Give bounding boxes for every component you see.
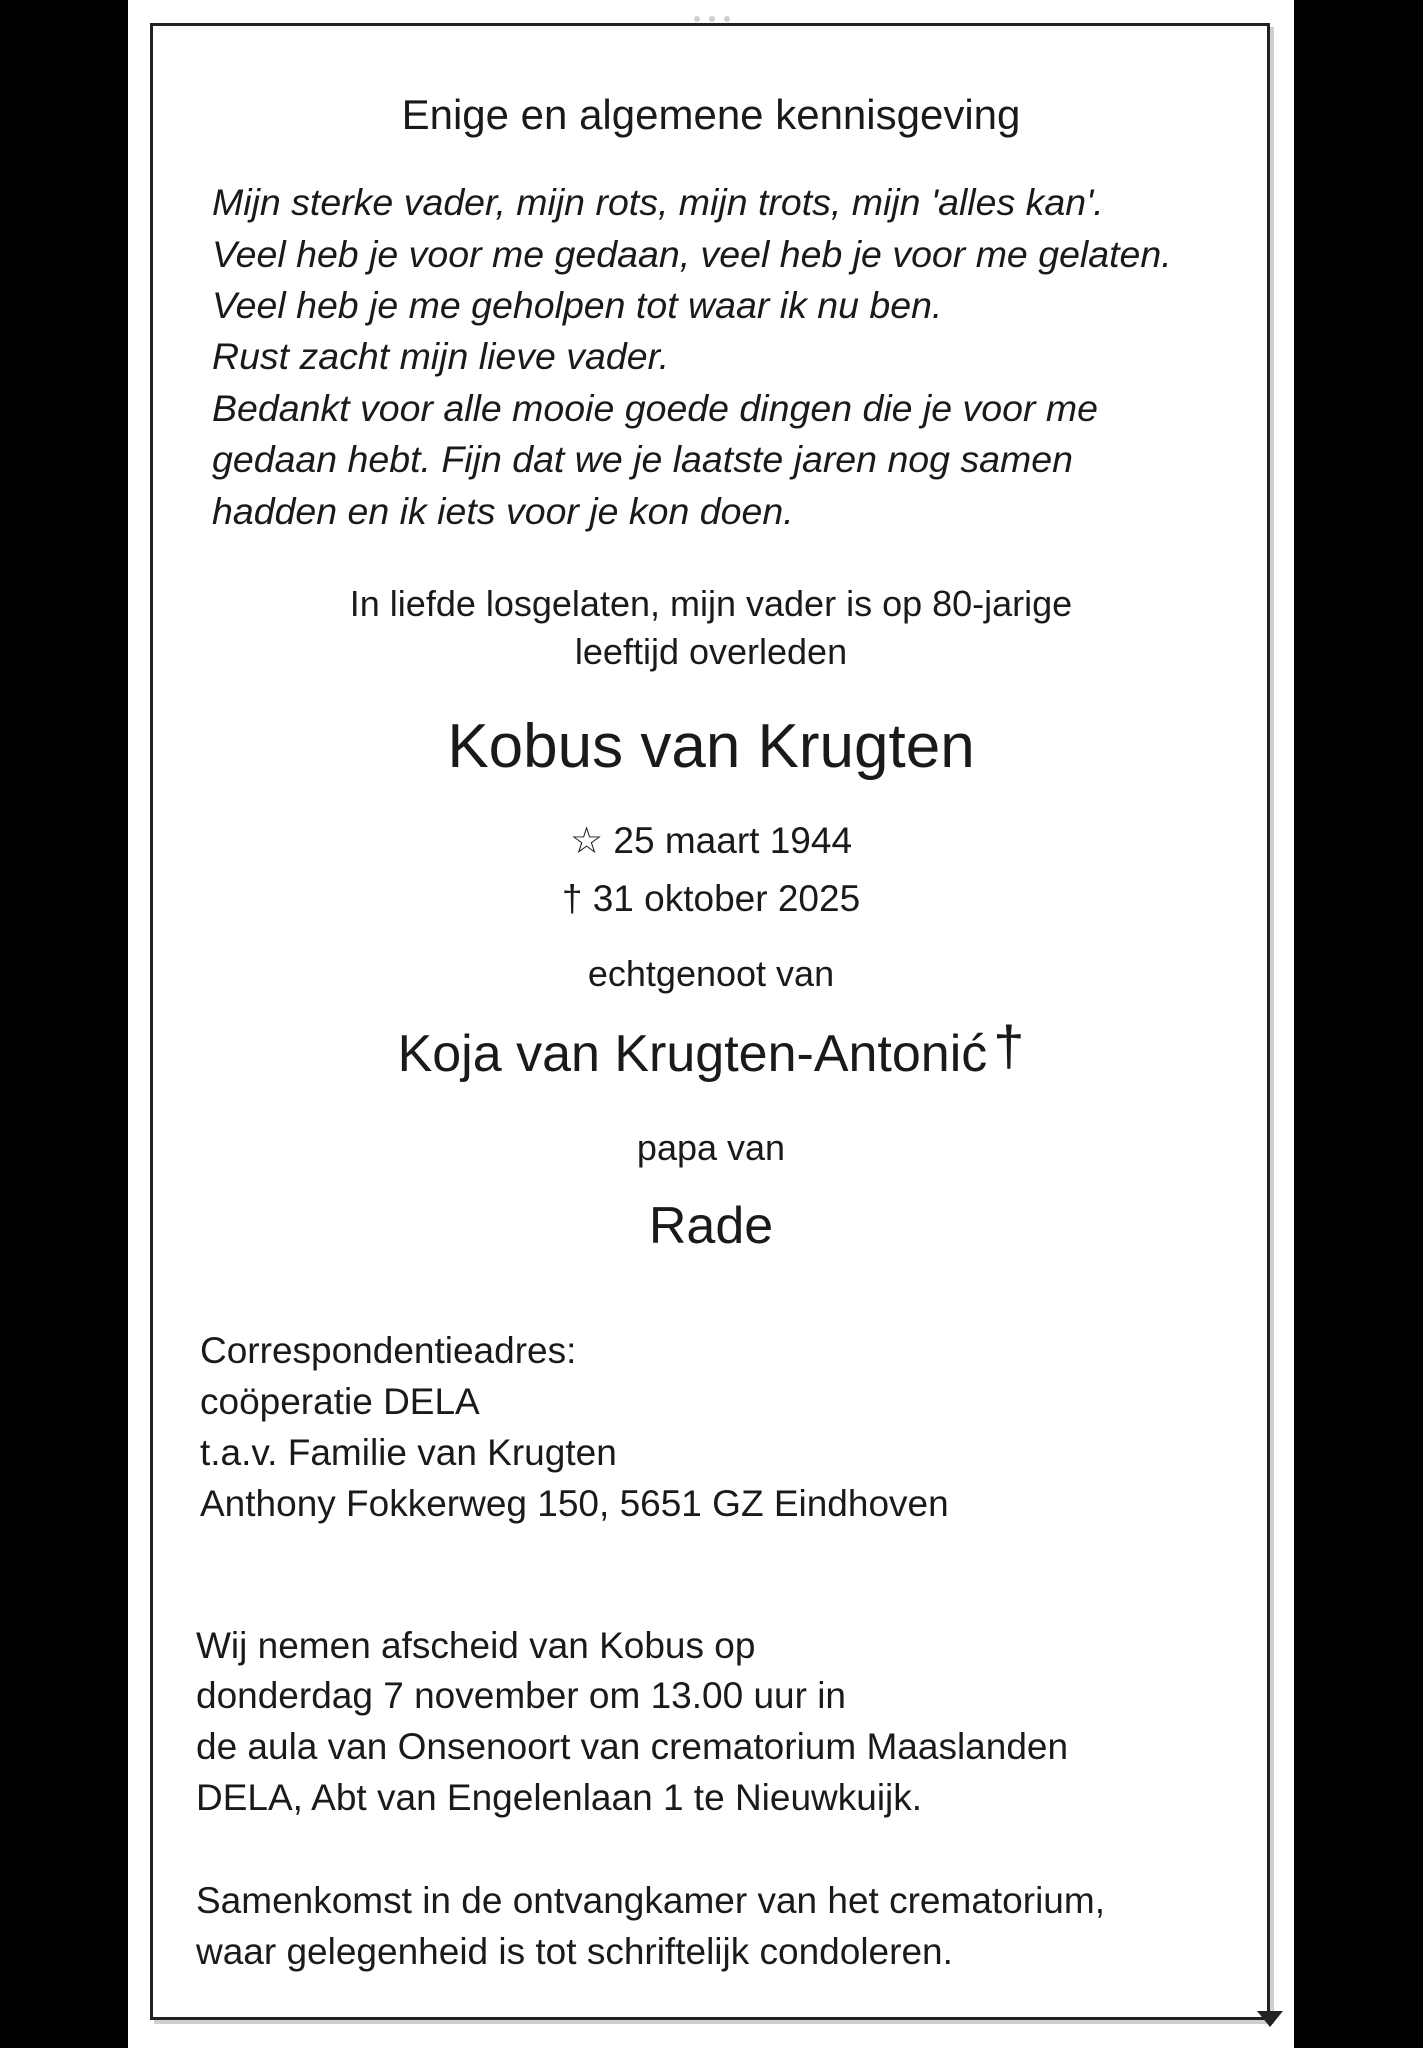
poem-line: Veel heb je me geholpen tot waar ik nu ben. — [212, 284, 943, 326]
child-name: Rade — [648, 1197, 774, 1255]
farewell-line: Wij nemen afscheid van Kobus op — [196, 1625, 756, 1666]
cross-icon: † — [993, 1014, 1025, 1077]
birth-date: 25 maart 1944 — [613, 820, 853, 861]
gathering-line: waar gelegenheid is tot schriftelijk condoleren. — [196, 1931, 953, 1972]
death-date: 31 oktober 2025 — [592, 878, 861, 919]
cross-icon: † — [561, 878, 583, 919]
poem-line: Bedankt voor alle mooie goede dingen die je voor me — [212, 387, 1098, 429]
spouse-label: echtgenoot van — [587, 953, 835, 994]
scroll-down-arrow-icon[interactable] — [1257, 2011, 1283, 2027]
poem-line: Veel heb je voor me gedaan, veel heb je voor me gelaten. — [212, 233, 1172, 275]
gathering-line: Samenkomst in de ontvangkamer van het crematorium, — [196, 1880, 1105, 1921]
farewell-line: donderdag 7 november om 13.00 uur in — [196, 1675, 846, 1716]
correspondence-line: Correspondentieadres: — [200, 1330, 577, 1371]
child-label: papa van — [636, 1127, 786, 1168]
poem-line: hadden en ik iets voor je kon doen. — [212, 490, 794, 532]
farewell-line: DELA, Abt van Engelenlaan 1 te Nieuwkuijk. — [196, 1777, 923, 1818]
death-date-line — [128, 880, 1294, 917]
intro-line: In liefde losgelaten, mijn vader is op 80-jarige — [349, 583, 1073, 624]
poem-line: Mijn sterke vader, mijn rots, mijn trots, mijn 'alles kan'. — [212, 181, 1104, 223]
farewell-line: de aula van Onsenoort van crematorium Maaslanden — [196, 1726, 1069, 1767]
spouse-line — [128, 1014, 1294, 1083]
birth-date-line — [128, 822, 1294, 859]
correspondence-line: t.a.v. Familie van Krugten — [200, 1432, 617, 1473]
drag-handle-icon[interactable] — [694, 16, 730, 22]
notice-heading: Enige en algemene kennisgeving — [401, 91, 1021, 138]
correspondence-line: Anthony Fokkerweg 150, 5651 GZ Eindhoven — [200, 1483, 949, 1524]
star-icon: ☆ — [569, 820, 604, 861]
correspondence-line: coöperatie DELA — [200, 1381, 480, 1422]
spouse-name: Koja van Krugten-Antonić — [397, 1025, 988, 1083]
poem-line: Rust zacht mijn lieve vader. — [212, 335, 670, 377]
poem-line: gedaan hebt. Fijn dat we je laatste jaren nog samen — [212, 438, 1073, 480]
deceased-name: Kobus van Krugten — [447, 712, 975, 781]
intro-line: leeftijd overleden — [574, 631, 848, 672]
